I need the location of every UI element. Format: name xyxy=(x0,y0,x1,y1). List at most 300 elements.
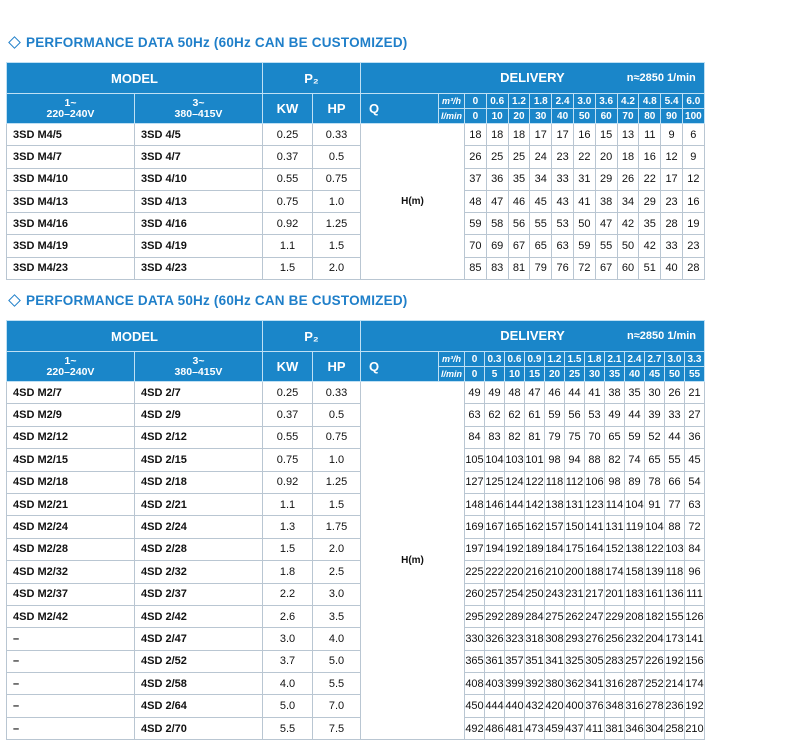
head-value: 83 xyxy=(485,426,505,448)
head-value: 104 xyxy=(625,493,645,515)
head-value: 44 xyxy=(665,426,685,448)
head-value: 28 xyxy=(682,257,704,279)
head-value: 63 xyxy=(685,493,705,515)
head-value: 66 xyxy=(665,471,685,493)
table-row xyxy=(7,213,705,235)
q-m3h-value: 2.4 xyxy=(625,352,645,367)
q-lmin-value: 20 xyxy=(508,109,530,124)
head-value: 39 xyxy=(645,404,665,426)
model-single-phase: 4SD M2/7 xyxy=(7,382,135,404)
head-value: 45 xyxy=(685,449,705,471)
q-m3h-value: 4.8 xyxy=(639,94,661,109)
header-row-m3h xyxy=(7,352,705,367)
head-value: 84 xyxy=(465,426,485,448)
head-value: 169 xyxy=(465,516,485,538)
table-row xyxy=(7,673,705,695)
head-value: 119 xyxy=(625,516,645,538)
head-value: 30 xyxy=(645,382,665,404)
model-header: MODEL xyxy=(7,63,263,94)
head-value: 112 xyxy=(565,471,585,493)
head-value: 25 xyxy=(486,146,508,168)
model-single-phase: 4SD M2/18 xyxy=(7,471,135,493)
q-lmin-value: 55 xyxy=(685,367,705,382)
power-hp: 0.33 xyxy=(313,382,361,404)
q-m3h-value: 2.7 xyxy=(645,352,665,367)
head-value: 220 xyxy=(505,561,525,583)
table-row xyxy=(7,695,705,717)
power-kw: 1.1 xyxy=(263,493,313,515)
kw-header: KW xyxy=(263,94,313,124)
q-m3h-value: 3.6 xyxy=(595,94,617,109)
power-kw: 0.55 xyxy=(263,168,313,190)
power-hp: 5.0 xyxy=(313,650,361,672)
table-row xyxy=(7,717,705,739)
three-phase-header: 3~ 380–415V xyxy=(135,94,263,124)
head-value: 94 xyxy=(565,449,585,471)
table-row xyxy=(7,516,705,538)
head-value: 70 xyxy=(465,235,487,257)
head-value: 254 xyxy=(505,583,525,605)
table-row xyxy=(7,235,705,257)
q-m3h-value: 6.0 xyxy=(682,94,704,109)
head-value: 184 xyxy=(545,538,565,560)
q-lmin-value: 45 xyxy=(645,367,665,382)
head-value: 162 xyxy=(525,516,545,538)
head-value: 12 xyxy=(661,146,683,168)
head-value: 141 xyxy=(585,516,605,538)
head-value: 59 xyxy=(545,404,565,426)
head-value: 201 xyxy=(605,583,625,605)
head-value: 46 xyxy=(508,190,530,212)
head-value: 361 xyxy=(485,650,505,672)
head-value: 289 xyxy=(505,605,525,627)
model-three-phase: 4SD 2/47 xyxy=(135,628,263,650)
head-value: 403 xyxy=(485,673,505,695)
head-value: 252 xyxy=(645,673,665,695)
head-value: 79 xyxy=(545,426,565,448)
head-value: 77 xyxy=(665,493,685,515)
head-value: 55 xyxy=(530,213,552,235)
head-value: 144 xyxy=(505,493,525,515)
head-value: 316 xyxy=(625,695,645,717)
model-three-phase: 4SD 2/15 xyxy=(135,449,263,471)
header-row-m3h xyxy=(7,94,705,109)
head-value: 76 xyxy=(552,257,574,279)
head-value: 197 xyxy=(465,538,485,560)
head-value: 146 xyxy=(485,493,505,515)
head-value: 459 xyxy=(545,717,565,739)
head-value: 357 xyxy=(505,650,525,672)
head-value: 165 xyxy=(505,516,525,538)
q-m3h-value: 0 xyxy=(465,94,487,109)
q-lmin-value: 20 xyxy=(545,367,565,382)
table-row xyxy=(7,404,705,426)
head-value: 38 xyxy=(605,382,625,404)
head-value: 89 xyxy=(625,471,645,493)
head-value: 127 xyxy=(465,471,485,493)
power-hp: 1.5 xyxy=(313,235,361,257)
head-value: 131 xyxy=(565,493,585,515)
head-value: 200 xyxy=(565,561,585,583)
head-value: 62 xyxy=(485,404,505,426)
q-lmin-value: 25 xyxy=(565,367,585,382)
head-value: 188 xyxy=(585,561,605,583)
head-value: 42 xyxy=(617,213,639,235)
table-row xyxy=(7,257,705,279)
head-value: 287 xyxy=(625,673,645,695)
head-value: 323 xyxy=(505,628,525,650)
head-value: 122 xyxy=(525,471,545,493)
head-value: 47 xyxy=(525,382,545,404)
head-value: 136 xyxy=(665,583,685,605)
model-three-phase: 4SD 2/42 xyxy=(135,605,263,627)
head-value: 222 xyxy=(485,561,505,583)
q-header: Q xyxy=(361,352,439,382)
q-m3h-value: 1.8 xyxy=(585,352,605,367)
q-lmin-value: 40 xyxy=(625,367,645,382)
power-hp: 0.75 xyxy=(313,168,361,190)
table-row xyxy=(7,190,705,212)
power-kw: 0.92 xyxy=(263,471,313,493)
performance-table-1 xyxy=(6,62,705,280)
power-kw: 0.75 xyxy=(263,190,313,212)
head-value: 48 xyxy=(465,190,487,212)
unit-m3h: m³/h xyxy=(439,94,465,109)
model-header: MODEL xyxy=(7,321,263,352)
head-value: 214 xyxy=(665,673,685,695)
head-value: 22 xyxy=(639,168,661,190)
model-single-phase: 3SD M4/5 xyxy=(7,124,135,146)
model-single-phase: 3SD M4/16 xyxy=(7,213,135,235)
head-value: 20 xyxy=(595,146,617,168)
head-value: 365 xyxy=(465,650,485,672)
head-value: 52 xyxy=(645,426,665,448)
rpm-label: n≈2850 1/min xyxy=(626,330,696,342)
head-value: 47 xyxy=(486,190,508,212)
head-value: 81 xyxy=(525,426,545,448)
head-value: 65 xyxy=(645,449,665,471)
head-value: 173 xyxy=(665,628,685,650)
head-value: 138 xyxy=(545,493,565,515)
head-label: H(m) xyxy=(361,382,465,740)
head-value: 29 xyxy=(639,190,661,212)
head-value: 75 xyxy=(565,426,585,448)
model-three-phase: 4SD 2/32 xyxy=(135,561,263,583)
model-three-phase: 4SD 2/37 xyxy=(135,583,263,605)
single-phase-header: 1~ 220–240V xyxy=(7,352,135,382)
power-hp: 0.5 xyxy=(313,404,361,426)
head-value: 62 xyxy=(505,404,525,426)
head-value: 91 xyxy=(645,493,665,515)
head-value: 210 xyxy=(545,561,565,583)
q-m3h-value: 0.6 xyxy=(505,352,525,367)
head-value: 101 xyxy=(525,449,545,471)
power-hp: 1.25 xyxy=(313,471,361,493)
power-kw: 0.55 xyxy=(263,426,313,448)
head-value: 138 xyxy=(625,538,645,560)
model-single-phase: 4SD M2/24 xyxy=(7,516,135,538)
head-value: 348 xyxy=(605,695,625,717)
head-value: 15 xyxy=(595,124,617,146)
head-value: 293 xyxy=(565,628,585,650)
head-value: 41 xyxy=(585,382,605,404)
head-value: 59 xyxy=(625,426,645,448)
head-value: 131 xyxy=(605,516,625,538)
power-hp: 1.75 xyxy=(313,516,361,538)
head-value: 13 xyxy=(617,124,639,146)
head-value: 257 xyxy=(625,650,645,672)
head-value: 400 xyxy=(565,695,585,717)
head-value: 118 xyxy=(545,471,565,493)
head-value: 53 xyxy=(552,213,574,235)
head-value: 229 xyxy=(605,605,625,627)
head-value: 351 xyxy=(525,650,545,672)
head-value: 21 xyxy=(685,382,705,404)
head-value: 208 xyxy=(625,605,645,627)
power-hp: 1.25 xyxy=(313,213,361,235)
head-value: 69 xyxy=(486,235,508,257)
head-value: 152 xyxy=(605,538,625,560)
q-m3h-value: 3.0 xyxy=(665,352,685,367)
model-three-phase: 4SD 2/52 xyxy=(135,650,263,672)
head-value: 399 xyxy=(505,673,525,695)
power-hp: 2.0 xyxy=(313,257,361,279)
head-value: 326 xyxy=(485,628,505,650)
head-value: 88 xyxy=(665,516,685,538)
power-hp: 1.5 xyxy=(313,493,361,515)
power-kw: 0.37 xyxy=(263,146,313,168)
head-value: 50 xyxy=(573,213,595,235)
hp-header: HP xyxy=(313,352,361,382)
q-lmin-value: 35 xyxy=(605,367,625,382)
head-value: 192 xyxy=(505,538,525,560)
section1-title: PERFORMANCE DATA 50Hz (60Hz CAN BE CUSTOMIZED) xyxy=(8,34,407,52)
q-m3h-value: 1.2 xyxy=(545,352,565,367)
power-hp: 2.0 xyxy=(313,538,361,560)
head-value: 104 xyxy=(645,516,665,538)
head-value: 37 xyxy=(465,168,487,190)
header-row-top xyxy=(7,321,705,352)
head-value: 305 xyxy=(585,650,605,672)
model-single-phase: 3SD M4/7 xyxy=(7,146,135,168)
head-value: 26 xyxy=(617,168,639,190)
q-m3h-value: 5.4 xyxy=(661,94,683,109)
head-value: 204 xyxy=(645,628,665,650)
q-lmin-value: 10 xyxy=(505,367,525,382)
head-value: 50 xyxy=(617,235,639,257)
head-value: 292 xyxy=(485,605,505,627)
head-value: 437 xyxy=(565,717,585,739)
head-value: 9 xyxy=(682,146,704,168)
header-row-top xyxy=(7,63,705,94)
head-value: 104 xyxy=(485,449,505,471)
head-value: 380 xyxy=(545,673,565,695)
head-value: 247 xyxy=(585,605,605,627)
head-value: 346 xyxy=(625,717,645,739)
head-value: 123 xyxy=(585,493,605,515)
head-value: 258 xyxy=(665,717,685,739)
model-single-phase: 4SD M2/42 xyxy=(7,605,135,627)
head-value: 88 xyxy=(585,449,605,471)
head-value: 18 xyxy=(508,124,530,146)
q-lmin-value: 15 xyxy=(525,367,545,382)
head-value: 60 xyxy=(617,257,639,279)
q-header: Q xyxy=(361,94,439,124)
head-value: 29 xyxy=(595,168,617,190)
power-kw: 5.5 xyxy=(263,717,313,739)
model-single-phase: 3SD M4/13 xyxy=(7,190,135,212)
q-lmin-value: 50 xyxy=(665,367,685,382)
head-value: 63 xyxy=(552,235,574,257)
q-lmin-value: 60 xyxy=(595,109,617,124)
model-three-phase: 4SD 2/18 xyxy=(135,471,263,493)
head-value: 34 xyxy=(530,168,552,190)
head-value: 28 xyxy=(661,213,683,235)
power-hp: 3.5 xyxy=(313,605,361,627)
head-value: 155 xyxy=(665,605,685,627)
head-value: 65 xyxy=(530,235,552,257)
model-single-phase: 4SD M2/32 xyxy=(7,561,135,583)
head-value: 284 xyxy=(525,605,545,627)
head-value: 156 xyxy=(685,650,705,672)
head-value: 34 xyxy=(617,190,639,212)
head-value: 72 xyxy=(685,516,705,538)
head-value: 341 xyxy=(545,650,565,672)
model-single-phase: 3SD M4/19 xyxy=(7,235,135,257)
q-lmin-value: 80 xyxy=(639,109,661,124)
power-hp: 0.5 xyxy=(313,146,361,168)
table-row xyxy=(7,146,705,168)
model-three-phase: 3SD 4/5 xyxy=(135,124,263,146)
head-value: 392 xyxy=(525,673,545,695)
head-value: 45 xyxy=(530,190,552,212)
rpm-label: n≈2850 1/min xyxy=(626,72,696,84)
head-value: 308 xyxy=(545,628,565,650)
head-value: 41 xyxy=(573,190,595,212)
head-value: 492 xyxy=(465,717,485,739)
model-single-phase: – xyxy=(7,673,135,695)
head-value: 295 xyxy=(465,605,485,627)
model-single-phase: – xyxy=(7,717,135,739)
head-value: 47 xyxy=(595,213,617,235)
q-m3h-value: 0 xyxy=(465,352,485,367)
head-value: 376 xyxy=(585,695,605,717)
head-value: 53 xyxy=(585,404,605,426)
power-kw: 1.3 xyxy=(263,516,313,538)
model-single-phase: 4SD M2/15 xyxy=(7,449,135,471)
head-value: 35 xyxy=(625,382,645,404)
head-value: 82 xyxy=(505,426,525,448)
head-value: 150 xyxy=(565,516,585,538)
head-value: 148 xyxy=(465,493,485,515)
power-hp: 3.0 xyxy=(313,583,361,605)
head-value: 40 xyxy=(661,257,683,279)
hp-header: HP xyxy=(313,94,361,124)
head-value: 36 xyxy=(685,426,705,448)
kw-header: KW xyxy=(263,352,313,382)
head-value: 232 xyxy=(625,628,645,650)
head-value: 217 xyxy=(585,583,605,605)
head-value: 26 xyxy=(665,382,685,404)
head-value: 59 xyxy=(465,213,487,235)
q-lmin-value: 5 xyxy=(485,367,505,382)
head-value: 23 xyxy=(682,235,704,257)
head-value: 18 xyxy=(486,124,508,146)
head-value: 72 xyxy=(573,257,595,279)
head-value: 257 xyxy=(485,583,505,605)
head-value: 16 xyxy=(639,146,661,168)
power-kw: 2.2 xyxy=(263,583,313,605)
head-value: 381 xyxy=(605,717,625,739)
head-value: 12 xyxy=(682,168,704,190)
power-hp: 1.0 xyxy=(313,190,361,212)
delivery-header: DELIVERY n≈2850 1/min xyxy=(361,321,705,352)
table-row xyxy=(7,561,705,583)
head-value: 19 xyxy=(682,213,704,235)
head-value: 49 xyxy=(605,404,625,426)
table-row xyxy=(7,382,705,404)
head-value: 61 xyxy=(525,404,545,426)
head-value: 65 xyxy=(605,426,625,448)
head-value: 16 xyxy=(573,124,595,146)
power-kw: 1.5 xyxy=(263,257,313,279)
head-value: 84 xyxy=(685,538,705,560)
head-value: 63 xyxy=(465,404,485,426)
q-lmin-value: 10 xyxy=(486,109,508,124)
head-value: 318 xyxy=(525,628,545,650)
q-m3h-value: 4.2 xyxy=(617,94,639,109)
table-row xyxy=(7,426,705,448)
head-value: 49 xyxy=(485,382,505,404)
head-value: 46 xyxy=(545,382,565,404)
model-single-phase: 4SD M2/28 xyxy=(7,538,135,560)
table-row xyxy=(7,538,705,560)
head-value: 17 xyxy=(552,124,574,146)
head-value: 111 xyxy=(685,583,705,605)
head-value: 420 xyxy=(545,695,565,717)
delivery-header: DELIVERY n≈2850 1/min xyxy=(361,63,705,94)
power-kw: 2.6 xyxy=(263,605,313,627)
head-value: 36 xyxy=(486,168,508,190)
head-value: 486 xyxy=(485,717,505,739)
head-value: 161 xyxy=(645,583,665,605)
model-three-phase: 4SD 2/9 xyxy=(135,404,263,426)
head-value: 250 xyxy=(525,583,545,605)
head-value: 33 xyxy=(552,168,574,190)
head-value: 44 xyxy=(565,382,585,404)
head-value: 189 xyxy=(525,538,545,560)
model-three-phase: 4SD 2/24 xyxy=(135,516,263,538)
model-three-phase: 4SD 2/21 xyxy=(135,493,263,515)
head-value: 262 xyxy=(565,605,585,627)
head-value: 23 xyxy=(552,146,574,168)
head-value: 35 xyxy=(639,213,661,235)
q-lmin-value: 0 xyxy=(465,109,487,124)
performance-table-2 xyxy=(6,320,705,740)
head-value: 141 xyxy=(685,628,705,650)
model-three-phase: 4SD 2/28 xyxy=(135,538,263,560)
head-value: 278 xyxy=(645,695,665,717)
model-three-phase: 3SD 4/10 xyxy=(135,168,263,190)
head-label: H(m) xyxy=(361,124,465,280)
head-value: 256 xyxy=(605,628,625,650)
head-value: 440 xyxy=(505,695,525,717)
q-m3h-value: 2.1 xyxy=(605,352,625,367)
head-value: 55 xyxy=(665,449,685,471)
q-lmin-value: 30 xyxy=(530,109,552,124)
head-value: 56 xyxy=(508,213,530,235)
q-m3h-value: 1.2 xyxy=(508,94,530,109)
